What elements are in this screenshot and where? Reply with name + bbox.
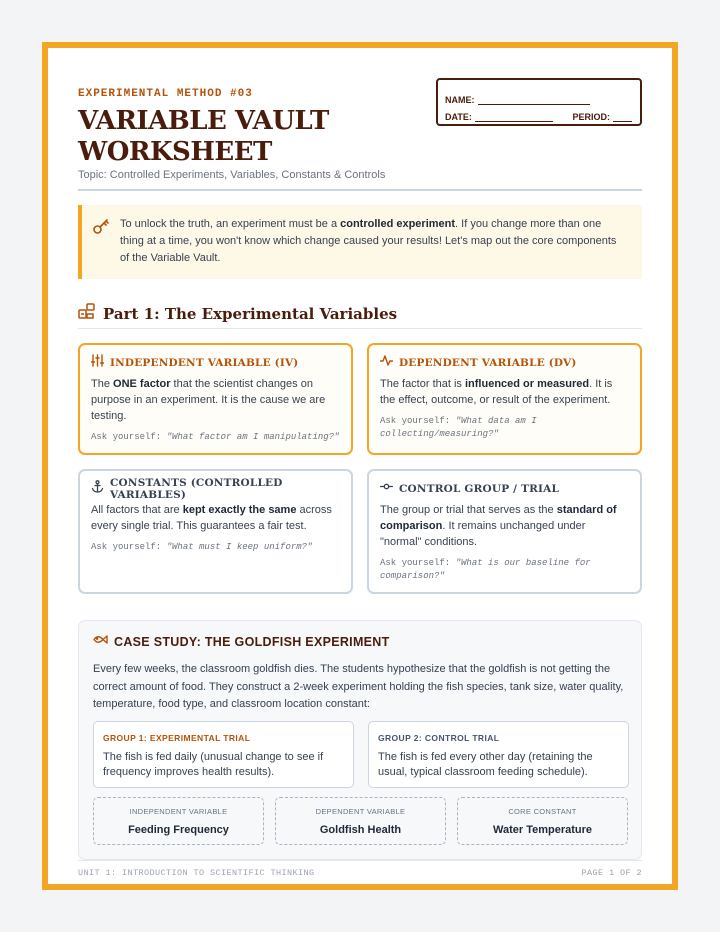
summary-value: Water Temperature [492, 824, 593, 836]
footer-unit: UNIT 1: INTRODUCTION TO SCIENTIFIC THINKING [78, 868, 315, 878]
constants-card [78, 469, 353, 594]
commit-icon [380, 480, 393, 498]
constants-description: All factors that are kept exactly the same across every single trial. This guarantees a fair test. [91, 504, 332, 532]
iv-title: INDEPENDENT VARIABLE (IV) [110, 357, 299, 369]
summary-label: CORE CONSTANT [508, 807, 577, 816]
group1-description: The fish is fed daily (unusual change to see if frequency improves health results). [103, 751, 324, 778]
control-title: CONTROL GROUP / TRIAL [399, 483, 560, 495]
summary-value: Feeding Frequency [128, 824, 229, 836]
date-period-row [445, 105, 632, 122]
name-label: NAME: [445, 95, 475, 105]
control-group-card [367, 469, 642, 594]
summary-core-constant [457, 797, 628, 845]
summary-value: Goldfish Health [319, 824, 402, 836]
control-group-trial-card [368, 721, 629, 788]
constants-title: CONSTANTS (CONTROLLED VARIABLES) [110, 477, 283, 501]
header-divider [78, 189, 642, 191]
iv-description: The ONE factor that the scientist changes on purpose in an experiment. It is the cause we are testing. [91, 378, 326, 422]
experimental-group-card [93, 721, 354, 788]
control-description: The group or trial that serves as the standard of comparison. It remains unchanged under "normal" conditions. [380, 504, 617, 548]
case-study-title: CASE STUDY: THE GOLDFISH EXPERIMENT [114, 635, 390, 649]
dv-title: DEPENDENT VARIABLE (DV) [399, 357, 577, 369]
name-row [445, 88, 632, 105]
date-blank[interactable] [475, 113, 553, 122]
case-study-description: Every few weeks, the classroom goldfish dies. The students hypothesize that the goldfish is not getting the correct amount of food. They construct a 2-week experiment holding the fish species, tank size, water quality, temperature, food type, and classroom location constant: [93, 663, 624, 710]
worksheet-title: VARIABLE VAULT WORKSHEET [78, 106, 329, 167]
dependent-variable-card [367, 343, 642, 455]
group2-description: The fish is fed every other day (retaining the usual, typical classroom feeding schedule). [378, 751, 593, 778]
dv-prompt: Ask yourself: "What data am I collecting/measuring?" [380, 416, 537, 439]
callout-text-end: . If you change more than one thing at a time, you won't know which change caused your results! Let's map out the core components of the Variable Vault. [120, 218, 617, 264]
footer-divider [78, 860, 642, 861]
summary-independent-variable [93, 797, 264, 845]
worksheet-topic: Topic: Controlled Experiments, Variables, Constants & Controls [78, 169, 386, 181]
part1-divider [78, 328, 642, 329]
key-icon [92, 217, 110, 241]
pulse-icon [380, 354, 393, 372]
part1-heading [78, 303, 397, 325]
worksheet-page [42, 42, 678, 890]
sliders-icon [91, 354, 104, 372]
period-label: PERIOD: [572, 112, 611, 122]
intro-callout [78, 205, 642, 279]
period-blank[interactable] [613, 113, 632, 122]
worksheet-eyebrow: EXPERIMENTAL METHOD #03 [78, 88, 253, 100]
constants-prompt: Ask yourself: "What must I keep uniform?" [91, 542, 313, 552]
iv-prompt: Ask yourself: "What factor am I manipulating?" [91, 432, 340, 442]
part1-title: Part 1: The Experimental Variables [103, 305, 398, 323]
footer-page-number: PAGE 1 OF 2 [581, 868, 642, 878]
group2-title: GROUP 2: CONTROL TRIAL [378, 733, 500, 743]
callout-text-start: To unlock the truth, an experiment must be a [120, 218, 341, 230]
callout-bold: controlled experiment [340, 218, 456, 230]
independent-variable-card [78, 343, 353, 455]
anchor-icon [91, 480, 104, 498]
summary-dependent-variable [275, 797, 446, 845]
student-info-box [436, 78, 642, 126]
date-label: DATE: [445, 112, 472, 122]
case-study-panel [78, 620, 642, 860]
name-blank[interactable] [478, 96, 590, 105]
summary-label: DEPENDENT VARIABLE [315, 807, 406, 816]
control-prompt: Ask yourself: "What is our baseline for comparison?" [380, 558, 591, 581]
summary-label: INDEPENDENT VARIABLE [129, 807, 228, 816]
group1-title: GROUP 1: EXPERIMENTAL TRIAL [103, 733, 251, 743]
blocks-icon [78, 303, 95, 325]
fish-icon [93, 633, 108, 651]
dv-description: The factor that is influenced or measured. It is the effect, outcome, or result of the experiment. [380, 378, 613, 406]
